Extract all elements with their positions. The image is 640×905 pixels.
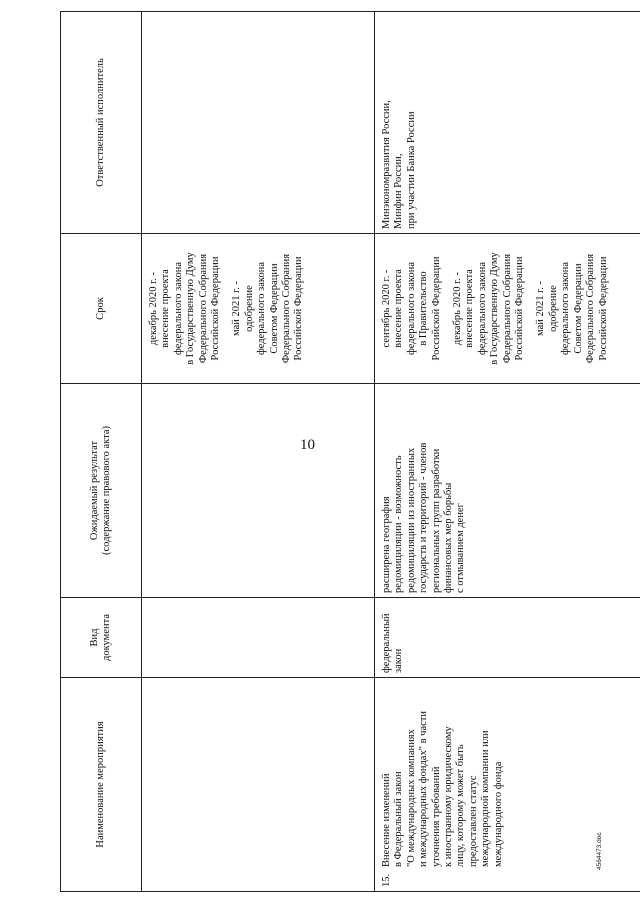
header-name: Наименование мероприятия: [61, 678, 142, 892]
header-term: Срок: [61, 234, 142, 384]
cell-name: [142, 678, 375, 892]
page-number: 10: [300, 437, 315, 453]
term-step: декабрь 2020 г. - внесение проекта федерального закона в Государственную Думу Федерального Собрания Российской Федерации: [148, 252, 222, 365]
cell-result: расширена география редомициляции - возможность редомициляции из иностранных государств и территорий - членов региональных групп разработки финансовых мер борьбы с отмыванием денег: [375, 384, 640, 598]
row-number: 15.: [381, 873, 392, 887]
term-step: май 2021 г. - одобрение федерального закона Советом Федерации Федерального Собрания Российской Федерации: [535, 253, 609, 364]
cell-doc-type: [142, 598, 375, 678]
document-file-id: 4564473.doc: [596, 832, 603, 870]
term-step: май 2021 г. - одобрение федерального закона Советом Федерации Федерального Собрания Российской Федерации: [231, 253, 305, 364]
cell-responsible: Минэкономразвития России, Минфин России, при участии Банка России: [375, 12, 640, 234]
header-responsible: Ответственный исполнитель: [61, 12, 142, 234]
term-step: декабрь 2020 г. - внесение проекта федерального закона в Государственную Думу Федерального Собрания Российской Федерации: [452, 252, 526, 365]
header-result: Ожидаемый результат (содержание правового акта): [61, 384, 142, 598]
measures-table: [60, 11, 640, 892]
header-doc-type: Вид документа: [61, 598, 142, 678]
measure-name: Внесение изменений в Федеральный закон "О международных компаниях и международных фондах" в части уточнения требований к иностранному юридическому лицу, которому может быть предоставлен статус международной компании или международного фонда: [381, 711, 504, 867]
cell-term: [375, 234, 640, 384]
table-header-row: [61, 12, 142, 892]
cell-doc-type: федеральный закон: [375, 598, 640, 678]
table-row-continuation: [142, 12, 375, 892]
term-step: сентябрь 2020 г. - внесение проекта федерального закона в Правительство Российской Федерации: [381, 256, 442, 361]
landscape-table-sheet: [60, 12, 620, 892]
cell-responsible: [142, 12, 375, 234]
table-row-15: [375, 12, 640, 892]
cell-result: [142, 384, 375, 598]
cell-term: [142, 234, 375, 384]
